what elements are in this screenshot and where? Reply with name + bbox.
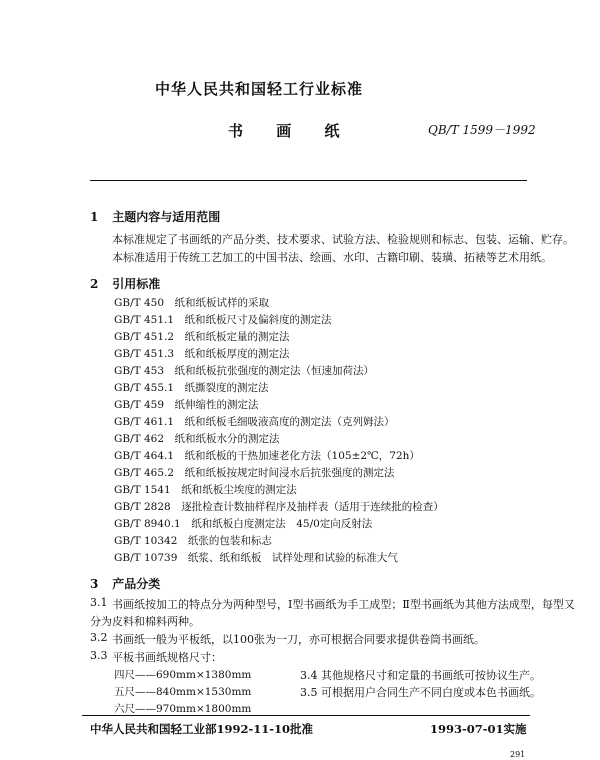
reference-item: GB/T 451.3 纸和纸板厚度的测定法 <box>114 348 290 360</box>
section-2-title: 引用标准 <box>112 277 161 291</box>
standard-number: QB/T 1599－1992 <box>428 123 536 137</box>
footer-rule <box>82 715 530 716</box>
size-item: 六尺——970mm×1800mm <box>114 703 252 715</box>
section-1-title: 主题内容与适用范围 <box>112 210 221 224</box>
clause-3-1-line-1: 书画纸按加工的特点分为两种型号，Ⅰ型书画纸为手工成型；Ⅱ型书画纸为其他方法成型，每型又 <box>112 598 575 611</box>
reference-item: GB/T 464.1 纸和纸板的干热加速老化方法（105±2℃，72h） <box>114 450 420 462</box>
section-2-number: 2 <box>90 277 99 291</box>
reference-item: GB/T 8940.1 纸和纸板白度测定法 45/0定向反射法 <box>114 518 373 530</box>
section-2-heading <box>90 275 160 292</box>
clause-3-4-text: 其他规格尺寸和定量的书画纸可按协议生产。 <box>321 669 541 682</box>
section-1-paragraph-1: 本标准规定了书画纸的产品分类、技术要求、试验方法、检验规则和标志、包装、运输、贮存。 <box>112 233 574 246</box>
section-1-number: 1 <box>90 210 99 224</box>
clause-3-3-number: 3.3 <box>90 649 108 662</box>
reference-item: GB/T 10739 纸浆、纸和纸板 试样处理和试验的标准大气 <box>114 552 398 564</box>
clause-3-4-number: 3.4 <box>300 669 318 682</box>
reference-item: GB/T 10342 纸张的包装和标志 <box>114 535 272 547</box>
clause-3-1-number: 3.1 <box>90 596 108 609</box>
reference-item: GB/T 450 纸和纸板试样的采取 <box>114 297 270 309</box>
clause-3-2-number: 3.2 <box>90 631 108 644</box>
document-header: 中华人民共和国轻工行业标准 <box>155 80 364 98</box>
reference-item: GB/T 451.2 纸和纸板定量的测定法 <box>114 331 290 343</box>
section-1-heading <box>90 208 220 225</box>
reference-item: GB/T 2828 逐批检查计数抽样程序及抽样表（适用于连续批的检查） <box>114 501 444 513</box>
clause-3-4 <box>300 667 541 683</box>
clause-3-3-text: 平板书画纸规格尺寸： <box>112 651 222 664</box>
reference-item: GB/T 1541 纸和纸板尘埃度的测定法 <box>114 484 297 496</box>
approval-date: 中华人民共和国轻工业部1992-11-10批准 <box>90 722 314 736</box>
reference-item: GB/T 462 纸和纸板水分的测定法 <box>114 433 280 445</box>
top-rule <box>90 180 527 181</box>
reference-item: GB/T 451.1 纸和纸板尺寸及偏斜度的测定法 <box>114 314 332 326</box>
reference-item: GB/T 455.1 纸撕裂度的测定法 <box>114 382 269 394</box>
reference-item: GB/T 459 纸伸缩性的测定法 <box>114 399 259 411</box>
clause-3-1-line-2: 分为皮料和棉料两种。 <box>90 615 200 628</box>
section-1-paragraph-2: 本标准适用于传统工艺加工的中国书法、绘画、水印、古籍印刷、装璜、拓裱等艺术用纸。 <box>112 251 552 264</box>
clause-3-5-number: 3.5 <box>300 686 318 699</box>
section-3-title: 产品分类 <box>112 577 161 591</box>
document-title: 书 画 纸 <box>228 122 354 140</box>
clause-3-5-text: 可根据用户合同生产不同白度或本色书画纸。 <box>321 686 541 699</box>
reference-item: GB/T 453 纸和纸板抗张强度的测定法（恒速加荷法） <box>114 365 375 377</box>
reference-item: GB/T 461.1 纸和纸板毛细吸液高度的测定法（克列姆法） <box>114 416 395 428</box>
size-item: 五尺——840mm×1530mm <box>114 686 252 698</box>
clause-3-5 <box>300 684 541 700</box>
page-number: 291 <box>510 750 526 759</box>
size-item: 四尺——690mm×1380mm <box>114 669 252 681</box>
section-3-number: 3 <box>90 577 99 591</box>
reference-item: GB/T 465.2 纸和纸板按规定时间浸水后抗张强度的测定法 <box>114 467 395 479</box>
section-3-heading <box>90 575 160 592</box>
clause-3-2-text: 书画纸一般为平板纸，以100张为一刀，亦可根据合同要求提供卷筒书画纸。 <box>112 633 485 646</box>
effective-date: 1993-07-01实施 <box>430 722 527 736</box>
